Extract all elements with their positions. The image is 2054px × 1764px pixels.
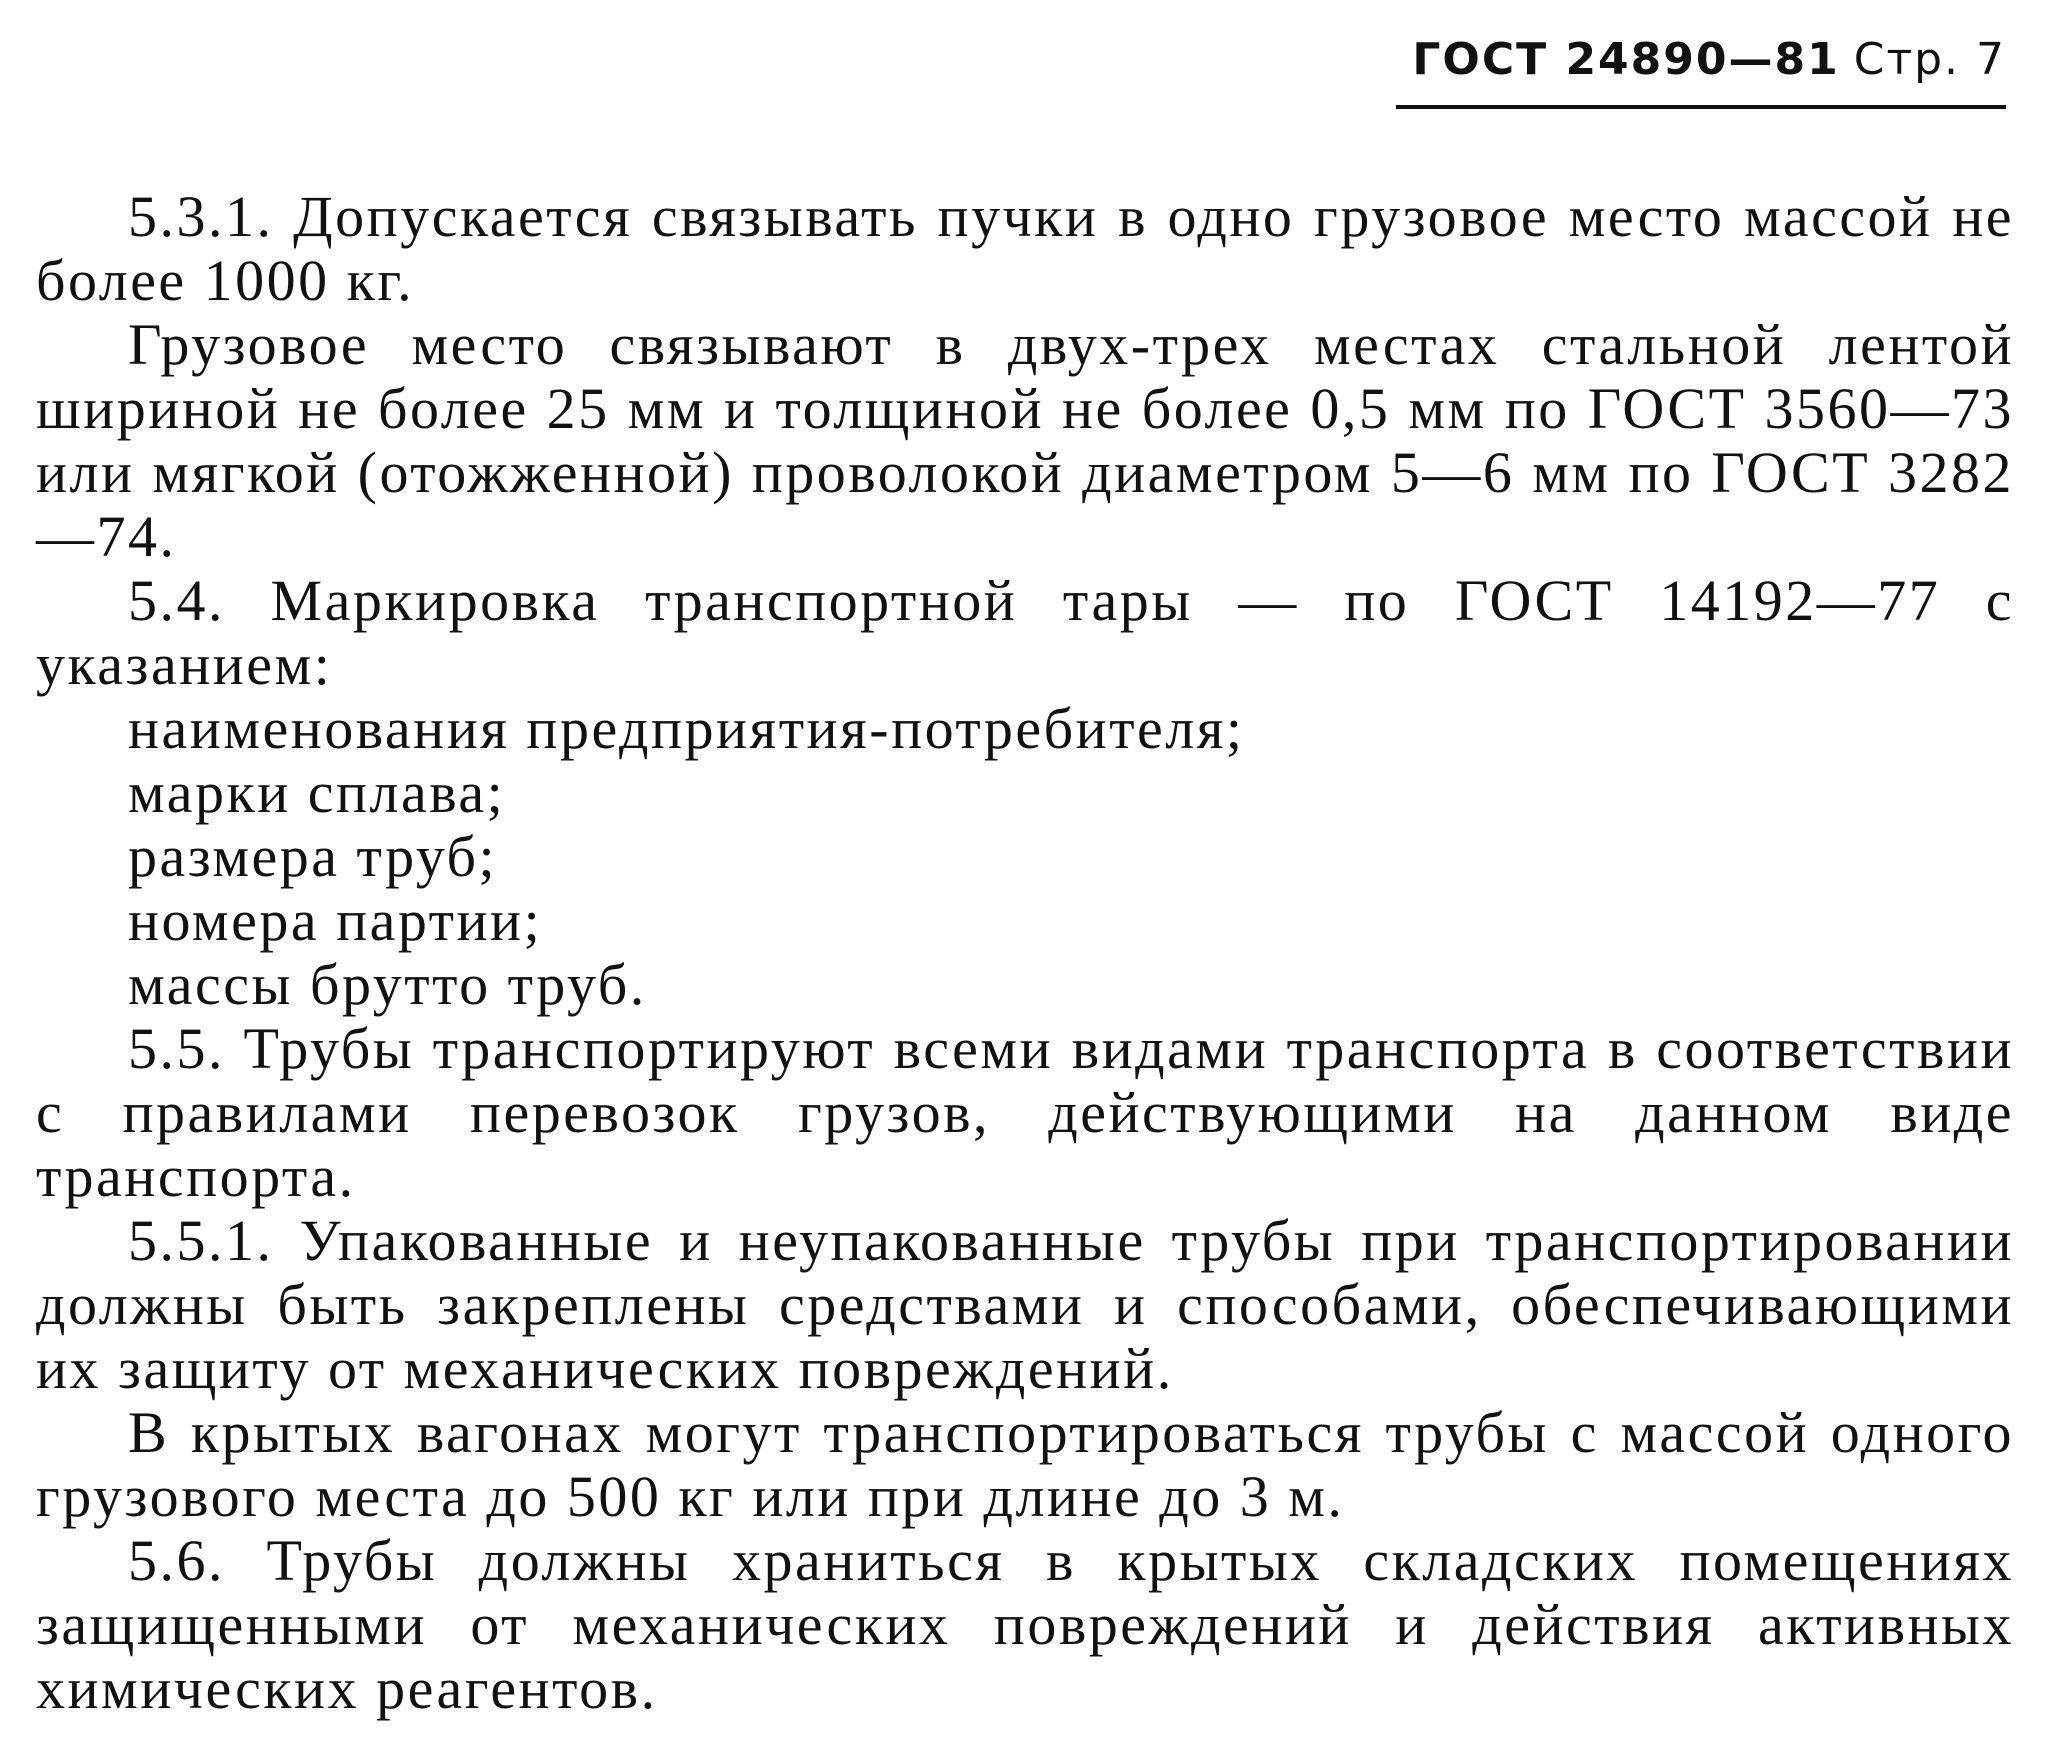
marking-item: размера труб; <box>128 824 498 889</box>
paragraph-5-5-1: 5.5.1. Упакованные и неупакованные трубы при транспортировании должны быть закреплены средствами и способами, обеспечивающими их защиту от механических повреждений. <box>36 1208 2014 1401</box>
paragraph-5-3-1: 5.3.1. Допускается связывать пучки в одно грузовое место массой не более 1000 кг. <box>36 184 2014 313</box>
paragraph-5-5: 5.5. Трубы транспортируют всеми видами транспорта в соответствии с правилами перевозок грузов, действующими на данном виде транспорта. <box>36 1016 2014 1209</box>
paragraph-5-3-1-continued: Грузовое место связывают в двух-трех местах стальной лентой шириной не более 25 мм и толщиной не более 0,5 мм по ГОСТ 3560—73 или мягкой (отожженной) проволокой диаметром 5—6 мм по ГОСТ 3282—74. <box>36 312 2014 569</box>
marking-item: массы брутто труб. <box>128 952 647 1017</box>
marking-item: номера партии; <box>128 888 543 953</box>
document-body <box>36 185 2014 1721</box>
running-header <box>1396 34 2006 87</box>
standard-number: ГОСТ 24890—81 <box>1412 34 1840 85</box>
page-number: Стр. 7 <box>1853 34 2006 85</box>
marking-item: наименования предприятия-потребителя; <box>128 696 1245 761</box>
header-line <box>1396 34 2006 87</box>
paragraph-5-6: 5.6. Трубы должны храниться в крытых складских помещениях защищенными от механических повреждений и действия активных химических реагентов. <box>36 1528 2014 1721</box>
marking-item: марки сплава; <box>128 760 506 825</box>
header-rule <box>1396 105 2006 109</box>
paragraph-5-5-1-continued: В крытых вагонах могут транспортироваться трубы с массой одного грузового места до 500 кг или при длине до 3 м. <box>36 1400 2014 1529</box>
paragraph-5-4: 5.4. Маркировка транспортной тары — по ГОСТ 14192—77 с указанием: <box>36 568 2014 697</box>
